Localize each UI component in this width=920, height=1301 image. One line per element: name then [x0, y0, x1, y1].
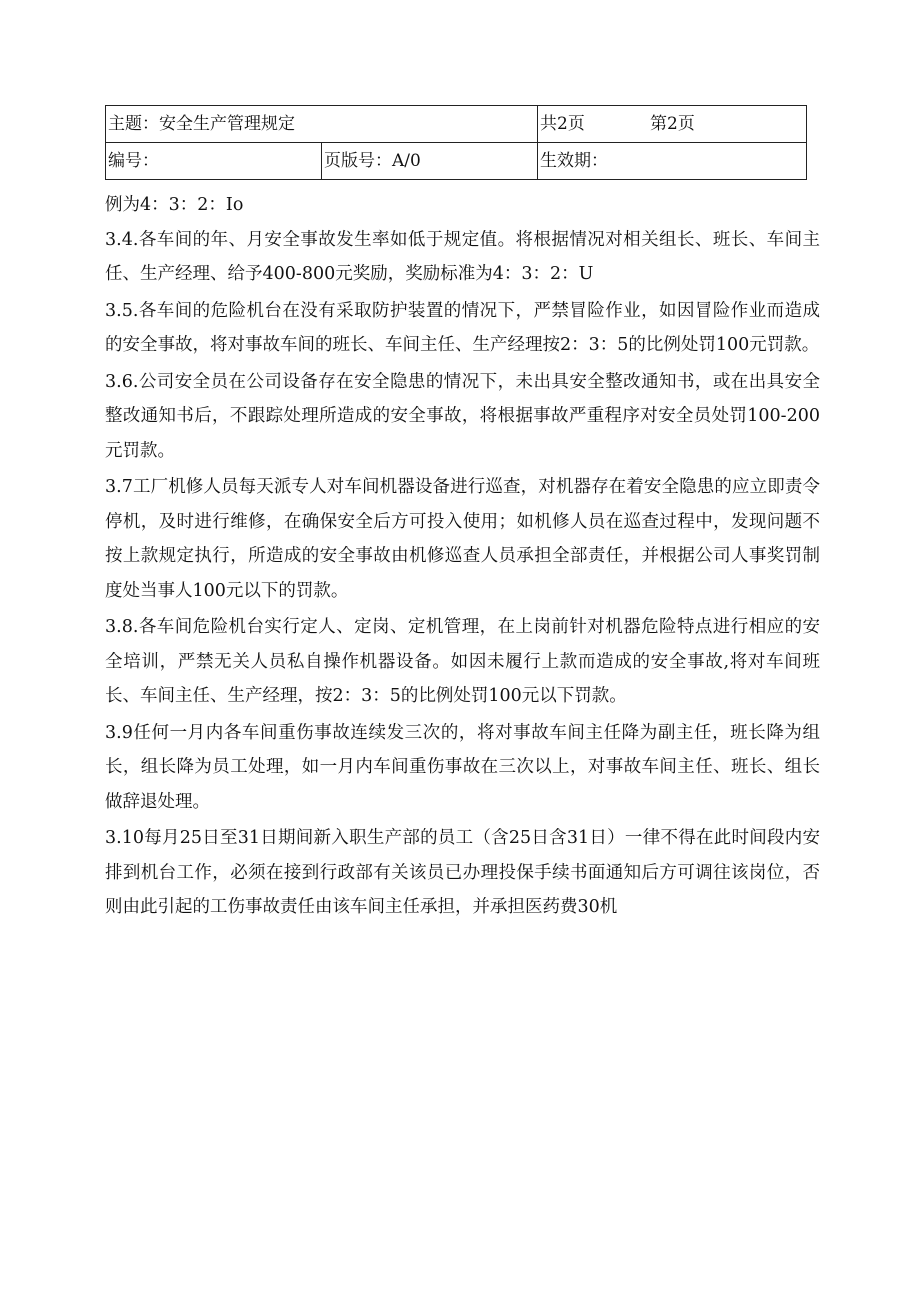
total-pages: 共2页 — [540, 114, 585, 134]
paragraph-3-5: 3.5.各车间的危险机台在没有采取防护装置的情况下，严禁冒险作业，如因冒险作业而造成的安全事故，将对事故车间的班长、车间主任、生产经理按2：3：5的比例处罚100元罚款。 — [105, 300, 820, 355]
page-info-cell — [538, 106, 807, 143]
version-cell — [322, 143, 538, 180]
effective-date-label: 生效期： — [540, 151, 608, 171]
document-header-table — [105, 105, 807, 180]
paragraph-3-10: 3.10每月25日至31日期间新入职生产部的员工（含25日含31日）一律不得在此时间段内安排到机台工作，必须在接到行政部有关该员已办理投保手续书面通知后方可调往该岗位，否则由此引起的工伤事故责任由该车间主任承担，并承担医药费30机 — [105, 828, 820, 917]
paragraph-3-4: 3.4.各车间的年、月安全事故发生率如低于规定值。将根据情况对相关组长、班长、车间主任、生产经理、给予400-800元奖励，奖励标准为4：3：2：U — [105, 229, 820, 284]
paragraph-3-6: 3.6.公司安全员在公司设备存在安全隐患的情况下，未出具安全整改通知书，或在出具安全整改通知书后，不跟踪处理所造成的安全事故，将根据事故严重程序对安全员处罚100-200元罚款。 — [105, 371, 820, 461]
paragraph-3-7: 3.7工厂机修人员每天派专人对车间机器设备进行巡查，对机器存在着安全隐患的应立即责令停机，及时进行维修，在确保安全后方可投入使用；如机修人员在巡查过程中，发现问题不按上款规定执行，所造成的安全事故由机修巡查人员承担全部责任，并根据公司人事奖罚制度处当事人100元以下的罚款。 — [105, 477, 820, 601]
document-number-cell — [106, 143, 322, 180]
subject-cell — [106, 106, 538, 143]
document-number-label: 编号： — [108, 151, 159, 171]
effective-date-cell — [538, 143, 807, 180]
header-row-subject — [106, 106, 807, 143]
header-row-meta — [106, 143, 807, 180]
paragraph-3-9: 3.9任何一月内各车间重伤事故连续发三次的，将对事故车间主任降为副主任，班长降为组长，组长降为员工处理，如一月内车间重伤事故在三次以上，对事故车间主任、班长、组长做辞退处理。 — [105, 722, 820, 812]
document-subject: 主题：安全生产管理规定 — [108, 114, 295, 134]
document-version: 页版号：A/0 — [324, 151, 421, 171]
paragraph-continuation: 例为4：3：2：Io — [105, 195, 244, 215]
current-page: 第2页 — [650, 114, 695, 134]
paragraph-3-8: 3.8.各车间危险机台实行定人、定岗、定机管理，在上岗前针对机器危险特点进行相应的安全培训，严禁无关人员私自操作机器设备。如因未履行上款而造成的安全事故,将对车间班长、车间主任、生产经理，按2：3：5的比例处罚100元以下罚款。 — [105, 617, 820, 706]
document-body — [105, 188, 820, 927]
